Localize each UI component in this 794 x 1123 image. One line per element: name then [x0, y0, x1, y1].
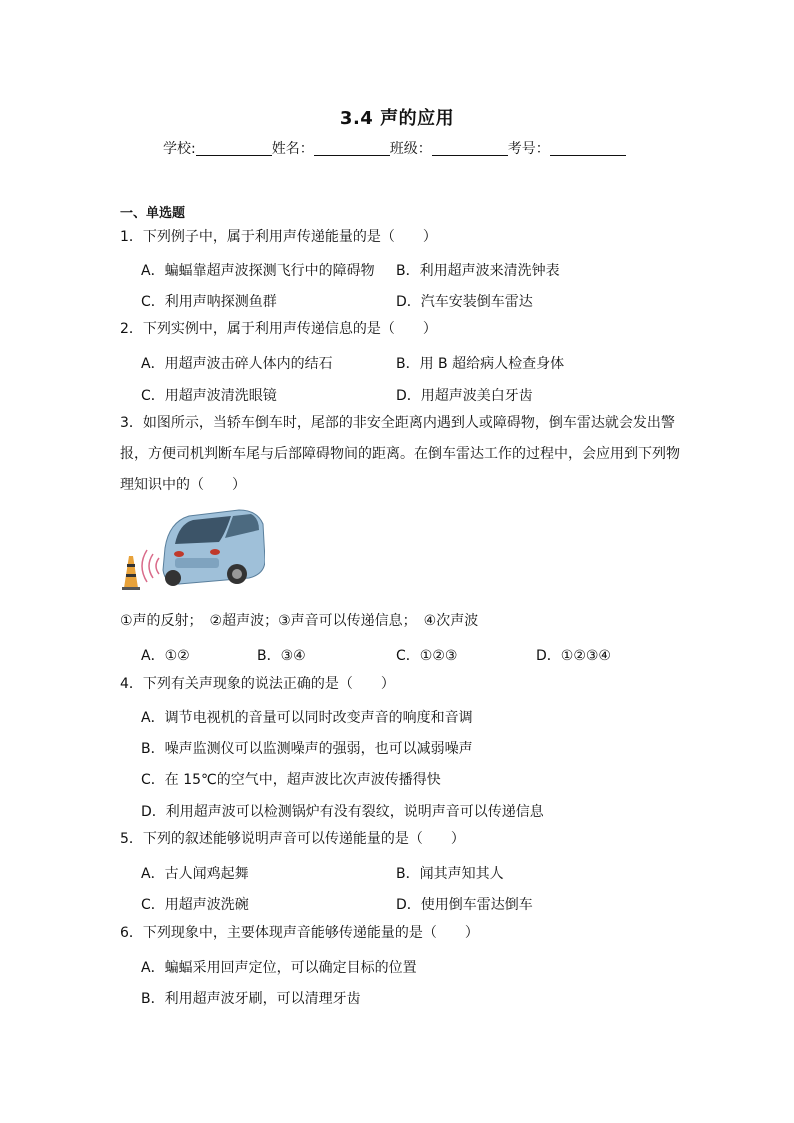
q4-option-b[interactable]: B．噪声监测仪可以监测噪声的强弱，也可以减弱噪声	[141, 741, 473, 757]
q4-option-c[interactable]: C．在 15℃的空气中，超声波比次声波传播得快	[141, 772, 441, 788]
traffic-cone-icon	[122, 556, 140, 590]
q1-option-d[interactable]: D．汽车安装倒车雷达	[396, 294, 533, 310]
q5-option-d[interactable]: D．使用倒车雷达倒车	[396, 897, 533, 913]
q2-option-c[interactable]: C．用超声波清洗眼镜	[141, 388, 277, 404]
car-icon	[163, 510, 265, 586]
q5-option-c[interactable]: C．用超声波洗碗	[141, 897, 249, 913]
q2-option-d[interactable]: D．用超声波美白牙齿	[396, 388, 533, 404]
question-6-stem: 6．下列现象中，主要体现声音能够传递能量的是（ ）	[120, 925, 479, 941]
q4-option-a[interactable]: A．调节电视机的音量可以同时改变声音的响度和音调	[141, 710, 473, 726]
q1-option-b[interactable]: B．利用超声波来清洗钟表	[396, 263, 560, 279]
student-info-line	[163, 138, 626, 158]
q6-option-a[interactable]: A．蝙蝠采用回声定位，可以确定目标的位置	[141, 960, 417, 976]
q5-option-a[interactable]: A．古人闻鸡起舞	[141, 866, 249, 882]
q3-option-b[interactable]: B．③④	[257, 648, 306, 664]
name-blank[interactable]	[314, 141, 390, 156]
q1-option-c[interactable]: C．利用声呐探测鱼群	[141, 294, 277, 310]
question-3-stem: 3．如图所示，当轿车倒车时，尾部的非安全距离内遇到人或障碍物，倒车雷达就会发出警报，方便司机判断车尾与后部障碍物间的距离。在倒车雷达工作的过程中，会应用到下列物理知识中的（ ）	[120, 415, 680, 493]
q6-option-b[interactable]: B．利用超声波牙刷，可以清理牙齿	[141, 991, 361, 1007]
school-label: 学校:	[163, 141, 196, 157]
sound-wave-icon	[142, 550, 159, 582]
page-title: 3.4 声的应用	[339, 108, 455, 129]
q1-option-a[interactable]: A．蝙蝠靠超声波探测飞行中的障碍物	[141, 263, 375, 279]
q2-option-b[interactable]: B．用 B 超给病人检查身体	[396, 356, 565, 372]
q5-option-b[interactable]: B．闻其声知其人	[396, 866, 504, 882]
q3-option-a[interactable]: A．①②	[141, 648, 190, 664]
q3-option-c[interactable]: C．①②③	[396, 648, 458, 664]
section-heading: 一、单选题	[120, 206, 186, 221]
question-1-stem: 1．下列例子中，属于利用声传递能量的是（ ）	[120, 229, 437, 245]
question-5-stem: 5．下列的叙述能够说明声音可以传递能量的是（ ）	[120, 831, 465, 847]
class-blank[interactable]	[432, 141, 508, 156]
class-label: 班级：	[389, 141, 432, 157]
school-blank[interactable]	[196, 141, 272, 156]
question-2-stem: 2．下列实例中，属于利用声传递信息的是（ ）	[120, 321, 437, 337]
question-3-sub-items: ①声的反射； ②超声波；③声音可以传递信息； ④次声波	[120, 613, 479, 629]
q3-option-d[interactable]: D．①②③④	[536, 648, 611, 664]
q2-option-a[interactable]: A．用超声波击碎人体内的结石	[141, 356, 333, 372]
question-4-stem: 4．下列有关声现象的说法正确的是（ ）	[120, 676, 395, 692]
q4-option-d[interactable]: D．利用超声波可以检测锅炉有没有裂纹，说明声音可以传递信息	[141, 804, 544, 820]
reversing-car-illustration	[119, 508, 265, 590]
number-blank[interactable]	[550, 141, 626, 156]
name-label: 姓名：	[271, 141, 314, 157]
number-label: 考号：	[507, 141, 550, 157]
